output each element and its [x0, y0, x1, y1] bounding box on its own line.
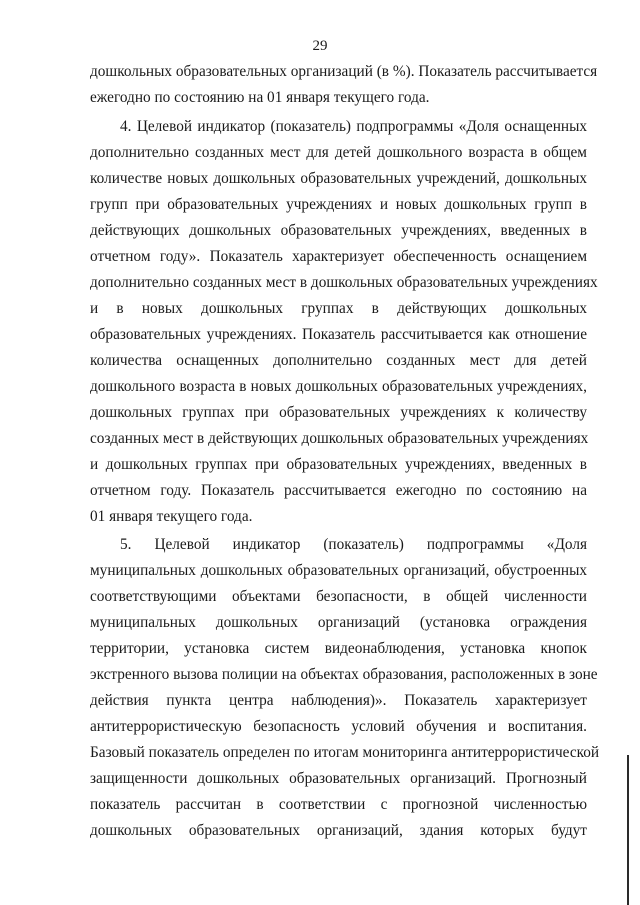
- text-line: 4. Целевой индикатор (показатель) подпрограммы «Доля оснащенных: [120, 118, 587, 135]
- text-line: дошкольных группах при образовательных учреждениях к количеству: [90, 404, 587, 421]
- text-line: дошкольного возраста в новых дошкольных образовательных учреждениях,: [90, 378, 587, 395]
- text-line: экстренного вызова полиции на объектах образования, расположенных в зоне: [90, 666, 598, 683]
- text-line: действующих дошкольных образовательных учреждениях, введенных в: [90, 222, 587, 239]
- text-line: защищенности дошкольных образовательных организаций. Прогнозный: [90, 770, 587, 787]
- scan-margin-mark: [627, 755, 629, 905]
- text-line: соответствующими объектами безопасности, в общей численности: [90, 588, 587, 605]
- page-number: 29: [312, 38, 328, 54]
- text-line: действия пункта центра наблюдения)». Показатель характеризует: [90, 692, 587, 709]
- text-line: 01 января текущего года.: [90, 508, 253, 525]
- text-line: антитеррористическую безопасность условий обучения и воспитания.: [90, 718, 587, 735]
- text-line: образовательных учреждениях. Показатель рассчитывается как отношение: [90, 326, 587, 343]
- text-line: и дошкольных группах при образовательных учреждениях, введенных в: [90, 456, 587, 473]
- text-line: дошкольных образовательных организаций, здания которых будут: [90, 822, 587, 839]
- text-line: отчетном году». Показатель характеризует обеспеченность оснащением: [90, 248, 587, 265]
- text-line: дополнительно созданных мест для детей дошкольного возраста в общем: [90, 144, 587, 161]
- text-line: ежегодно по состоянию на 01 января текущего года.: [90, 89, 430, 106]
- text-line: муниципальных дошкольных организаций (установка ограждения: [90, 614, 587, 631]
- text-line: дополнительно созданных мест в дошкольных образовательных учреждениях: [90, 274, 598, 291]
- text-line: количестве новых дошкольных образовательных учреждений, дошкольных: [90, 170, 587, 187]
- text-line: отчетном году. Показатель рассчитывается ежегодно по состоянию на: [90, 482, 587, 499]
- text-line: Базовый показатель определен по итогам мониторинга антитеррористической: [90, 744, 600, 761]
- text-line: 5. Целевой индикатор (показатель) подпрограммы «Доля: [120, 536, 587, 553]
- text-line: созданных мест в действующих дошкольных образовательных учреждениях: [90, 430, 589, 447]
- text-line: и в новых дошкольных группах в действующих дошкольных: [90, 300, 587, 317]
- text-line: групп при образовательных учреждениях и новых дошкольных групп в: [90, 196, 587, 213]
- text-line: муниципальных дошкольных образовательных организаций, обустроенных: [90, 562, 587, 579]
- text-line: территории, установка систем видеонаблюдения, установка кнопок: [90, 640, 587, 657]
- text-line: количества оснащенных дополнительно созданных мест для детей: [90, 352, 587, 369]
- text-line: дошкольных образовательных организаций (в %). Показатель рассчитывается: [90, 63, 598, 80]
- text-line: показатель рассчитан в соответствии с прогнозной численностью: [90, 796, 587, 813]
